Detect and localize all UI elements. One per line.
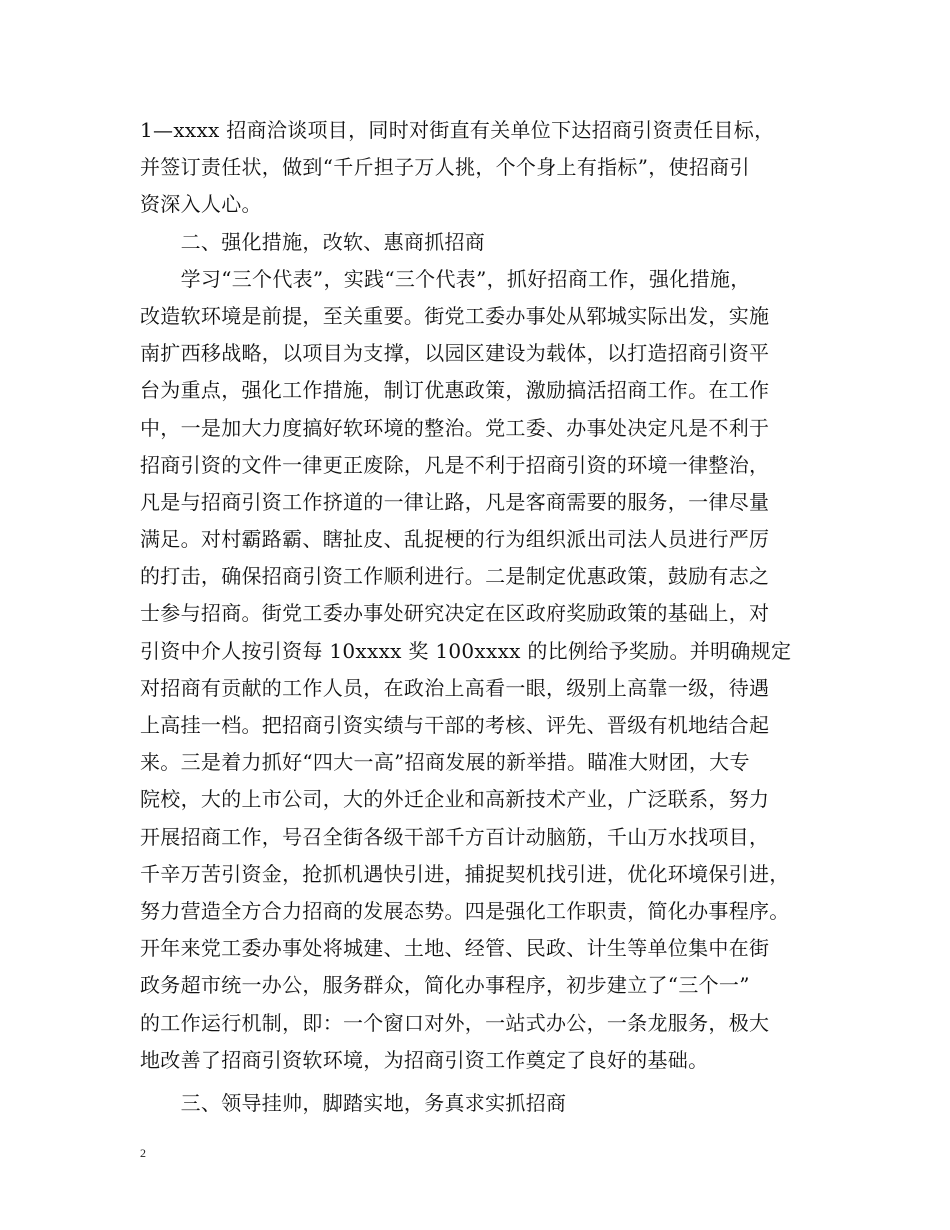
- text-line: 凡是与招商引资工作挤道的一律让路，凡是客商需要的服务，一律尽量: [140, 489, 770, 514]
- text-line: 台为重点，强化工作措施，制订优惠政策，激励搞活招商工作。在工作: [140, 378, 770, 403]
- text-line: 引资中介人按引资每 10xxxx 奖 100xxxx 的比例给予奖励。并明确规定: [140, 638, 792, 663]
- text-line: 招商引资的文件一律更正废除，凡是不利于招商引资的环境一律整治，: [140, 452, 770, 477]
- text-line: 开年来党工委办事处将城建、土地、经管、民政、计生等单位集中在街: [140, 936, 770, 961]
- text-line: 来。三是着力抓好“四大一高”招商发展的新举措。瞄准大财团，大专: [140, 750, 750, 775]
- text-line: 南扩西移战略，以项目为支撑，以园区建设为载体，以打造招商引资平: [140, 341, 770, 366]
- section-heading: 三、领导挂帅，脚踏实地，务真求实抓招商: [140, 1090, 567, 1115]
- text-line: 满足。对村霸路霸、瞎扯皮、乱捉梗的行为组织派出司法人员进行严厉: [140, 527, 770, 552]
- document-body: [140, 112, 840, 1122]
- text-line: 政务超市统一办公，服务群众，简化办事程序，初步建立了“三个一”: [140, 973, 750, 998]
- text-line: 士参与招商。街党工委办事处研究决定在区政府奖励政策的基础上，对: [140, 601, 770, 626]
- text-line: 的打击，确保招商引资工作顺利进行。二是制定优惠政策，鼓励有志之: [140, 564, 770, 589]
- text-line: 的工作运行机制，即：一个窗口对外，一站式办公，一条龙服务，极大: [140, 1010, 770, 1035]
- page-number: 2: [140, 1146, 146, 1160]
- text-line: 学习“三个代表”，实践“三个代表”，抓好招商工作，强化措施，: [140, 266, 751, 291]
- text-line: 改造软环境是前提，至关重要。街党工委办事处从郓城实际出发，实施: [140, 303, 770, 328]
- text-line: 1—xxxx 招商洽谈项目，同时对街直有关单位下达招商引资责任目标，: [140, 118, 775, 142]
- text-line: 努力营造全方合力招商的发展态势。四是强化工作职责，简化办事程序。: [140, 898, 790, 923]
- text-line: 资深入人心。: [140, 192, 262, 217]
- section-heading: 二、强化措施，改软、惠商抓招商: [140, 229, 486, 254]
- text-line: 中，一是加大力度搞好软环境的整治。党工委、办事处决定凡是不利于: [140, 415, 770, 440]
- text-line: 千辛万苦引资金，抢抓机遇快引进，捕捉契机找引进，优化环境保引进，: [140, 861, 790, 886]
- text-line: 地改善了招商引资软环境，为招商引资工作奠定了良好的基础。: [140, 1047, 709, 1072]
- text-line: 上高挂一档。把招商引资实绩与干部的考核、评先、晋级有机地结合起: [140, 713, 770, 737]
- text-line: 院校，大的上市公司，大的外迁企业和高新技术产业，广泛联系，努力: [140, 787, 770, 812]
- text-line: 开展招商工作，号召全街各级干部千方百计动脑筋，千山万水找项目，: [140, 824, 770, 849]
- text-line: 对招商有贡献的工作人员，在政治上高看一眼，级别上高靠一级，待遇: [140, 675, 770, 700]
- text-line: 并签订责任状，做到“千斤担子万人挑，个个身上有指标”，使招商引: [140, 155, 750, 180]
